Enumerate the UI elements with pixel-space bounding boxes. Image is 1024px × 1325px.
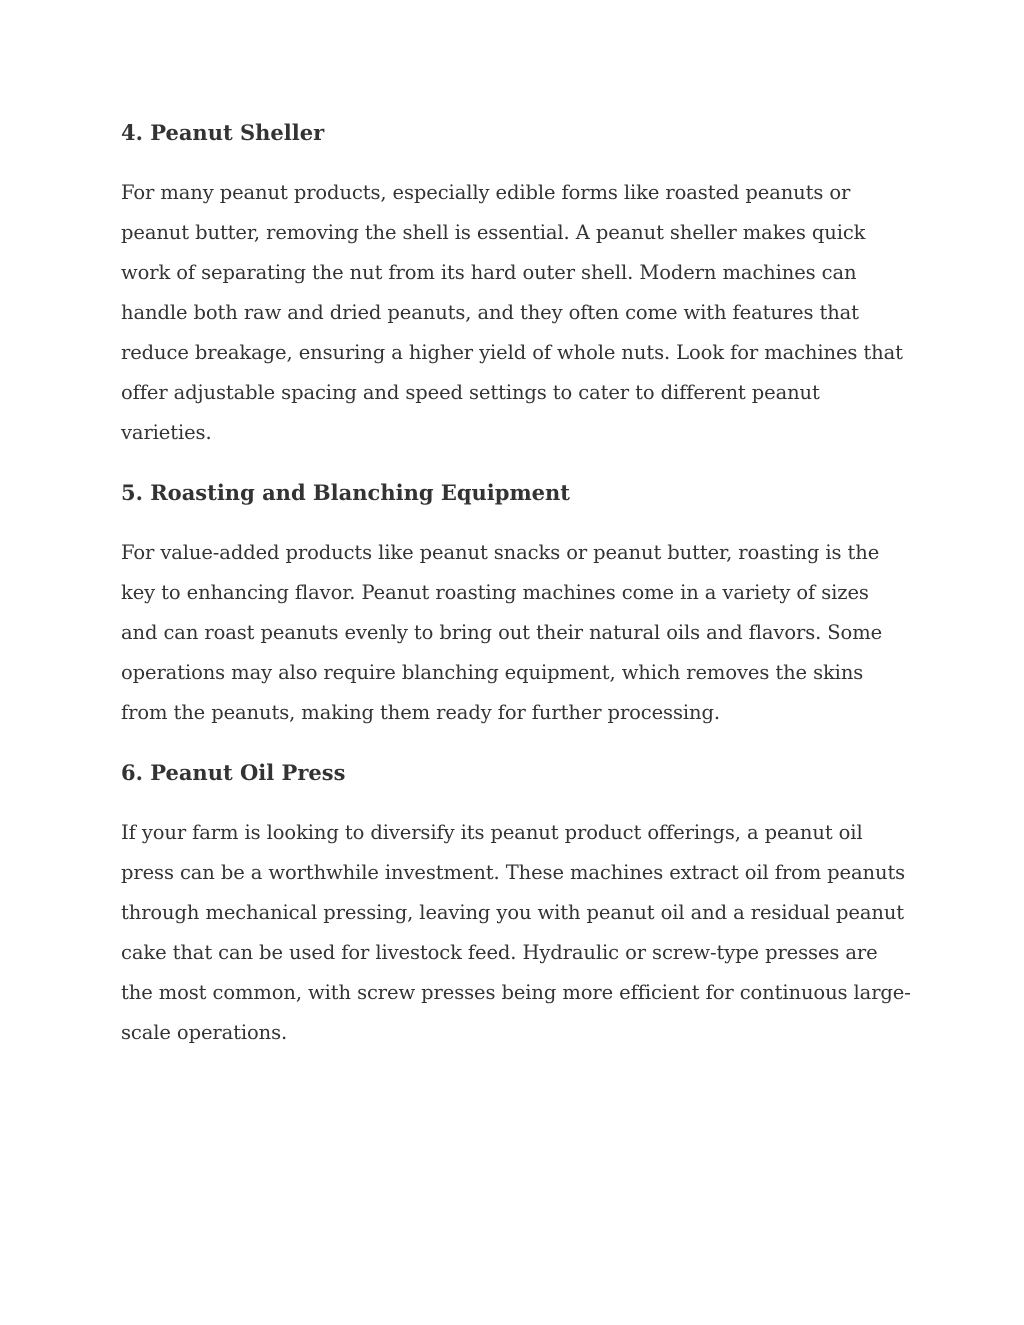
- section-body-peanut-sheller: For many peanut products, especially edible forms like roasted peanuts or peanut butter, removing the shell is essential. A peanut sheller makes quick work of separating the nut from its hard outer shell. Modern machines can handle both raw and dried peanuts, and they often come with features that reduce breakage, ensuring a higher yield of whole nuts. Look for machines that offer adjustable spacing and speed settings to cater to different peanut varieties.: [121, 181, 903, 444]
- section-body-roasting-blanching: For value-added products like peanut snacks or peanut butter, roasting is the key to enhancing flavor. Peanut roasting machines come in a variety of sizes and can roast peanuts evenly to bring out their natural oils and flavors. Some operations may also require blanching equipment, which removes the skins from the peanuts, making them ready for further processing.: [121, 541, 883, 724]
- section-heading-peanut-sheller: 4. Peanut Sheller: [121, 120, 325, 145]
- section-heading-roasting-blanching: 5. Roasting and Blanching Equipment: [121, 480, 570, 505]
- document-page: [121, 113, 911, 1073]
- section-body-peanut-oil-press: If your farm is looking to diversify its peanut product offerings, a peanut oil press can be a worthwhile investment. These machines extract oil from peanuts through mechanical pressing, leaving you with peanut oil and a residual peanut cake that can be used for livestock feed. Hydraulic or screw-type presses are the most common, with screw presses being more efficient for continuous large-scale operations.: [121, 821, 911, 1044]
- section-heading-peanut-oil-press: 6. Peanut Oil Press: [121, 760, 346, 785]
